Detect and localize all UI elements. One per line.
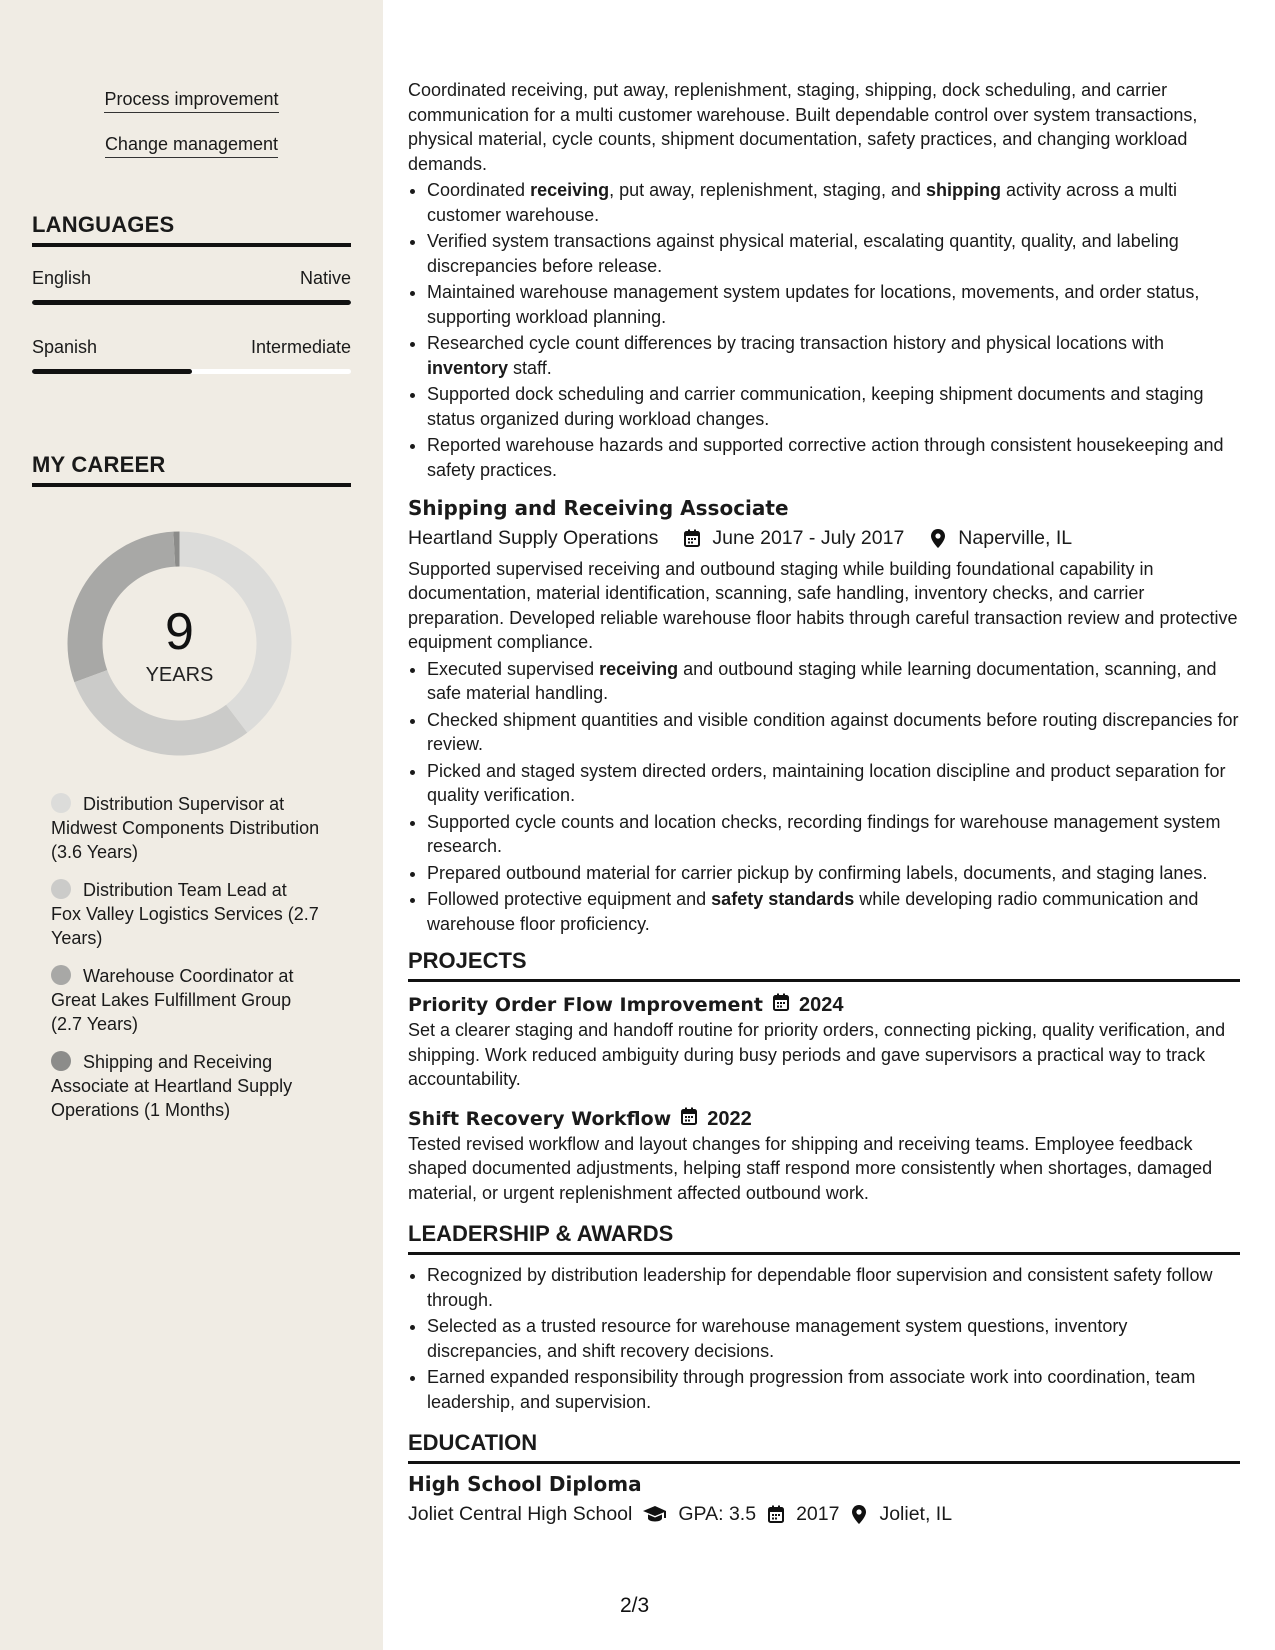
bullet-keyword: shipping <box>925 180 1001 200</box>
project-title: Priority Order Flow Improvement <box>408 994 763 1016</box>
bullet-text: Researched cycle count differences by tracing transaction history and physical locations with <box>427 333 1165 353</box>
bullet-text: Reported warehouse hazards and supported corrective action through consistent housekeeping and safety practices. <box>427 435 1224 480</box>
job-meta <box>408 526 1240 551</box>
job-dates: June 2017 - July 2017 <box>712 527 905 549</box>
bullet-keyword: safety standards <box>711 889 855 909</box>
calendar-icon <box>766 1504 786 1524</box>
bullet-keyword: receiving <box>599 658 679 679</box>
education-year: 2017 <box>796 1503 840 1525</box>
leadership-item: • Selected as a trusted resource for warehouse management system questions, inventory discrepancies, and shift recovery decisions. <box>427 1314 1240 1363</box>
language-proficiency-fill <box>32 300 351 305</box>
language-proficiency-fill <box>32 369 192 374</box>
job-bullets <box>408 657 1240 937</box>
career-donut-chart <box>66 530 293 757</box>
job-bullet <box>427 178 1240 227</box>
main-content <box>408 78 1240 1533</box>
career-legend-text: Distribution Supervisor at Midwest Components Distribution (3.6 Years) <box>51 794 320 862</box>
bullet-text: Supported dock scheduling and carrier communication, keeping shipment documents and staging status organized during workload changes. <box>427 384 1204 429</box>
leadership-heading: LEADERSHIP & AWARDS <box>408 1219 1240 1255</box>
job-bullet <box>427 331 1240 380</box>
education-location: Joliet, IL <box>879 1503 953 1525</box>
legend-dot-icon <box>51 965 71 985</box>
career-legend-item <box>51 964 321 1036</box>
career-legend-item <box>51 792 321 864</box>
bullet-text: Picked and staged system directed orders, maintaining location discipline and product separation for quality verification. <box>427 760 1226 805</box>
legend-dot-icon <box>51 879 71 899</box>
languages-heading: LANGUAGES <box>32 212 351 247</box>
bullet-text: Prepared outbound material for carrier pickup by confirming labels, documents, and staging lanes. <box>427 862 1208 883</box>
bullet-text: and outbound staging while learning documentation, scanning, and safe material handling. <box>427 658 1217 703</box>
education-school: Joliet Central High School <box>408 1503 633 1525</box>
job-company: Heartland Supply Operations <box>408 527 659 549</box>
career-heading: MY CAREER <box>32 452 351 487</box>
leadership-item: • Earned expanded responsibility through progression from associate work into coordination, team leadership, and supervision. <box>427 1365 1240 1414</box>
bullet-text: , put away, replenishment, staging, and <box>609 180 926 200</box>
project-description: Tested revised workflow and layout changes for shipping and receiving teams. Employee feedback shaped documented adjustments, helping staff respond more consistently when shortages, damaged material, or urgent replenishment affected outbound work. <box>408 1133 1213 1203</box>
skill-tag <box>0 88 383 113</box>
project-title: Shift Recovery Workflow <box>408 1107 672 1130</box>
leadership-list <box>408 1263 1240 1414</box>
language-row <box>32 337 351 358</box>
education-meta <box>408 1502 1240 1527</box>
job-bullet <box>427 382 1240 431</box>
bullet-text: Verified system transactions against physical material, escalating quantity, quality, and labeling discrepancies before release. <box>427 231 1179 276</box>
skill-label: Change management <box>105 133 278 158</box>
language-level: Intermediate <box>250 337 351 357</box>
bullet-text: activity across a multi customer warehouse. <box>427 180 1178 225</box>
skill-tag <box>0 133 383 158</box>
education-degree: High School Diploma <box>408 1472 642 1496</box>
job-bullet <box>427 657 1240 706</box>
career-legend-text: Shipping and Receiving Associate at Heartland Supply Operations (1 Months) <box>51 1052 293 1120</box>
project-year: 2024 <box>799 994 844 1016</box>
career-legend-text: Warehouse Coordinator at Great Lakes Fulfillment Group (2.7 Years) <box>51 966 294 1034</box>
language-name: Spanish <box>32 337 98 357</box>
job-title: Shipping and Receiving Associate <box>408 496 789 520</box>
job-location: Naperville, IL <box>958 527 1073 549</box>
career-legend <box>51 792 321 1136</box>
education-gpa: GPA: 3.5 <box>678 1503 757 1525</box>
language-level: Native <box>299 268 351 288</box>
career-total-years: 9 <box>165 603 194 661</box>
job-bullets <box>408 178 1240 482</box>
language-proficiency-bar <box>32 300 351 305</box>
career-total-unit: YEARS <box>145 664 214 686</box>
job-summary: Supported supervised receiving and outbound staging while building foundational capability in documentation, material identification, scanning, safe handling, inventory checks, and carrier preparation. Developed reliable warehouse floor habits through careful transaction review and protective equipment compliance. <box>408 558 1238 652</box>
bullet-text: Maintained warehouse management system updates for locations, movements, and order status, supporting workload planning. <box>427 282 1200 327</box>
calendar-icon <box>681 1106 697 1132</box>
bullet-text: staff. <box>508 357 552 378</box>
job-bullet <box>427 280 1240 329</box>
legend-dot-icon <box>51 793 71 813</box>
bullet-text: Followed protective equipment and <box>427 889 712 909</box>
education-heading: EDUCATION <box>408 1428 1240 1464</box>
bullet-text: Checked shipment quantities and visible condition against documents before routing discrepancies for review. <box>427 709 1239 754</box>
bullet-text: while developing radio communication and warehouse floor proficiency. <box>427 889 1199 934</box>
bullet-keyword: inventory <box>427 357 509 378</box>
job-bullet <box>427 759 1240 808</box>
career-legend-text: Distribution Team Lead at Fox Valley Logistics Services (2.7 Years) <box>51 880 319 948</box>
project-title-row <box>408 1106 1240 1132</box>
job-bullet <box>427 229 1240 278</box>
job-bullet <box>427 708 1240 757</box>
language-row <box>32 268 351 289</box>
job-bullet <box>427 810 1240 859</box>
bullet-text: Executed supervised <box>427 658 600 679</box>
page-number: 2/3 <box>620 1594 650 1617</box>
language-proficiency-bar <box>32 369 351 374</box>
job-bullet <box>427 887 1240 936</box>
location-pin-icon <box>849 1504 869 1524</box>
career-legend-item <box>51 1050 321 1122</box>
graduation-cap-icon <box>642 1504 668 1524</box>
job-bullet <box>427 433 1240 482</box>
bullet-text: Supported cycle counts and location checks, recording findings for warehouse management system research. <box>427 811 1221 856</box>
project-year: 2022 <box>707 1107 752 1130</box>
language-name: English <box>32 268 92 288</box>
bullet-text: Coordinated <box>427 180 531 200</box>
calendar-icon <box>773 992 789 1018</box>
calendar-icon <box>682 528 702 548</box>
project-description: Set a clearer staging and handoff routine for priority orders, connecting picking, quality verification, and shipping. Work reduced ambiguity during busy periods and gave supervisors a practical way to track accountability. <box>408 1020 1226 1089</box>
project-title-row <box>408 992 1240 1018</box>
bullet-keyword: receiving <box>530 180 610 200</box>
sidebar <box>0 0 383 1650</box>
leadership-item: • Recognized by distribution leadership for dependable floor supervision and consistent safety follow through. <box>427 1263 1240 1312</box>
career-legend-item <box>51 878 321 950</box>
job-bullet <box>427 861 1240 886</box>
location-pin-icon <box>928 528 948 548</box>
legend-dot-icon <box>51 1051 71 1071</box>
projects-heading: PROJECTS <box>408 946 1240 982</box>
job-summary: Coordinated receiving, put away, replenishment, staging, shipping, dock scheduling, and carrier communication for a multi customer warehouse. Built dependable control over system transactions, physical material, cycle counts, shipment documentation, safety practices, and changing workload demands. <box>408 80 1198 174</box>
skill-label: Process improvement <box>104 88 278 113</box>
